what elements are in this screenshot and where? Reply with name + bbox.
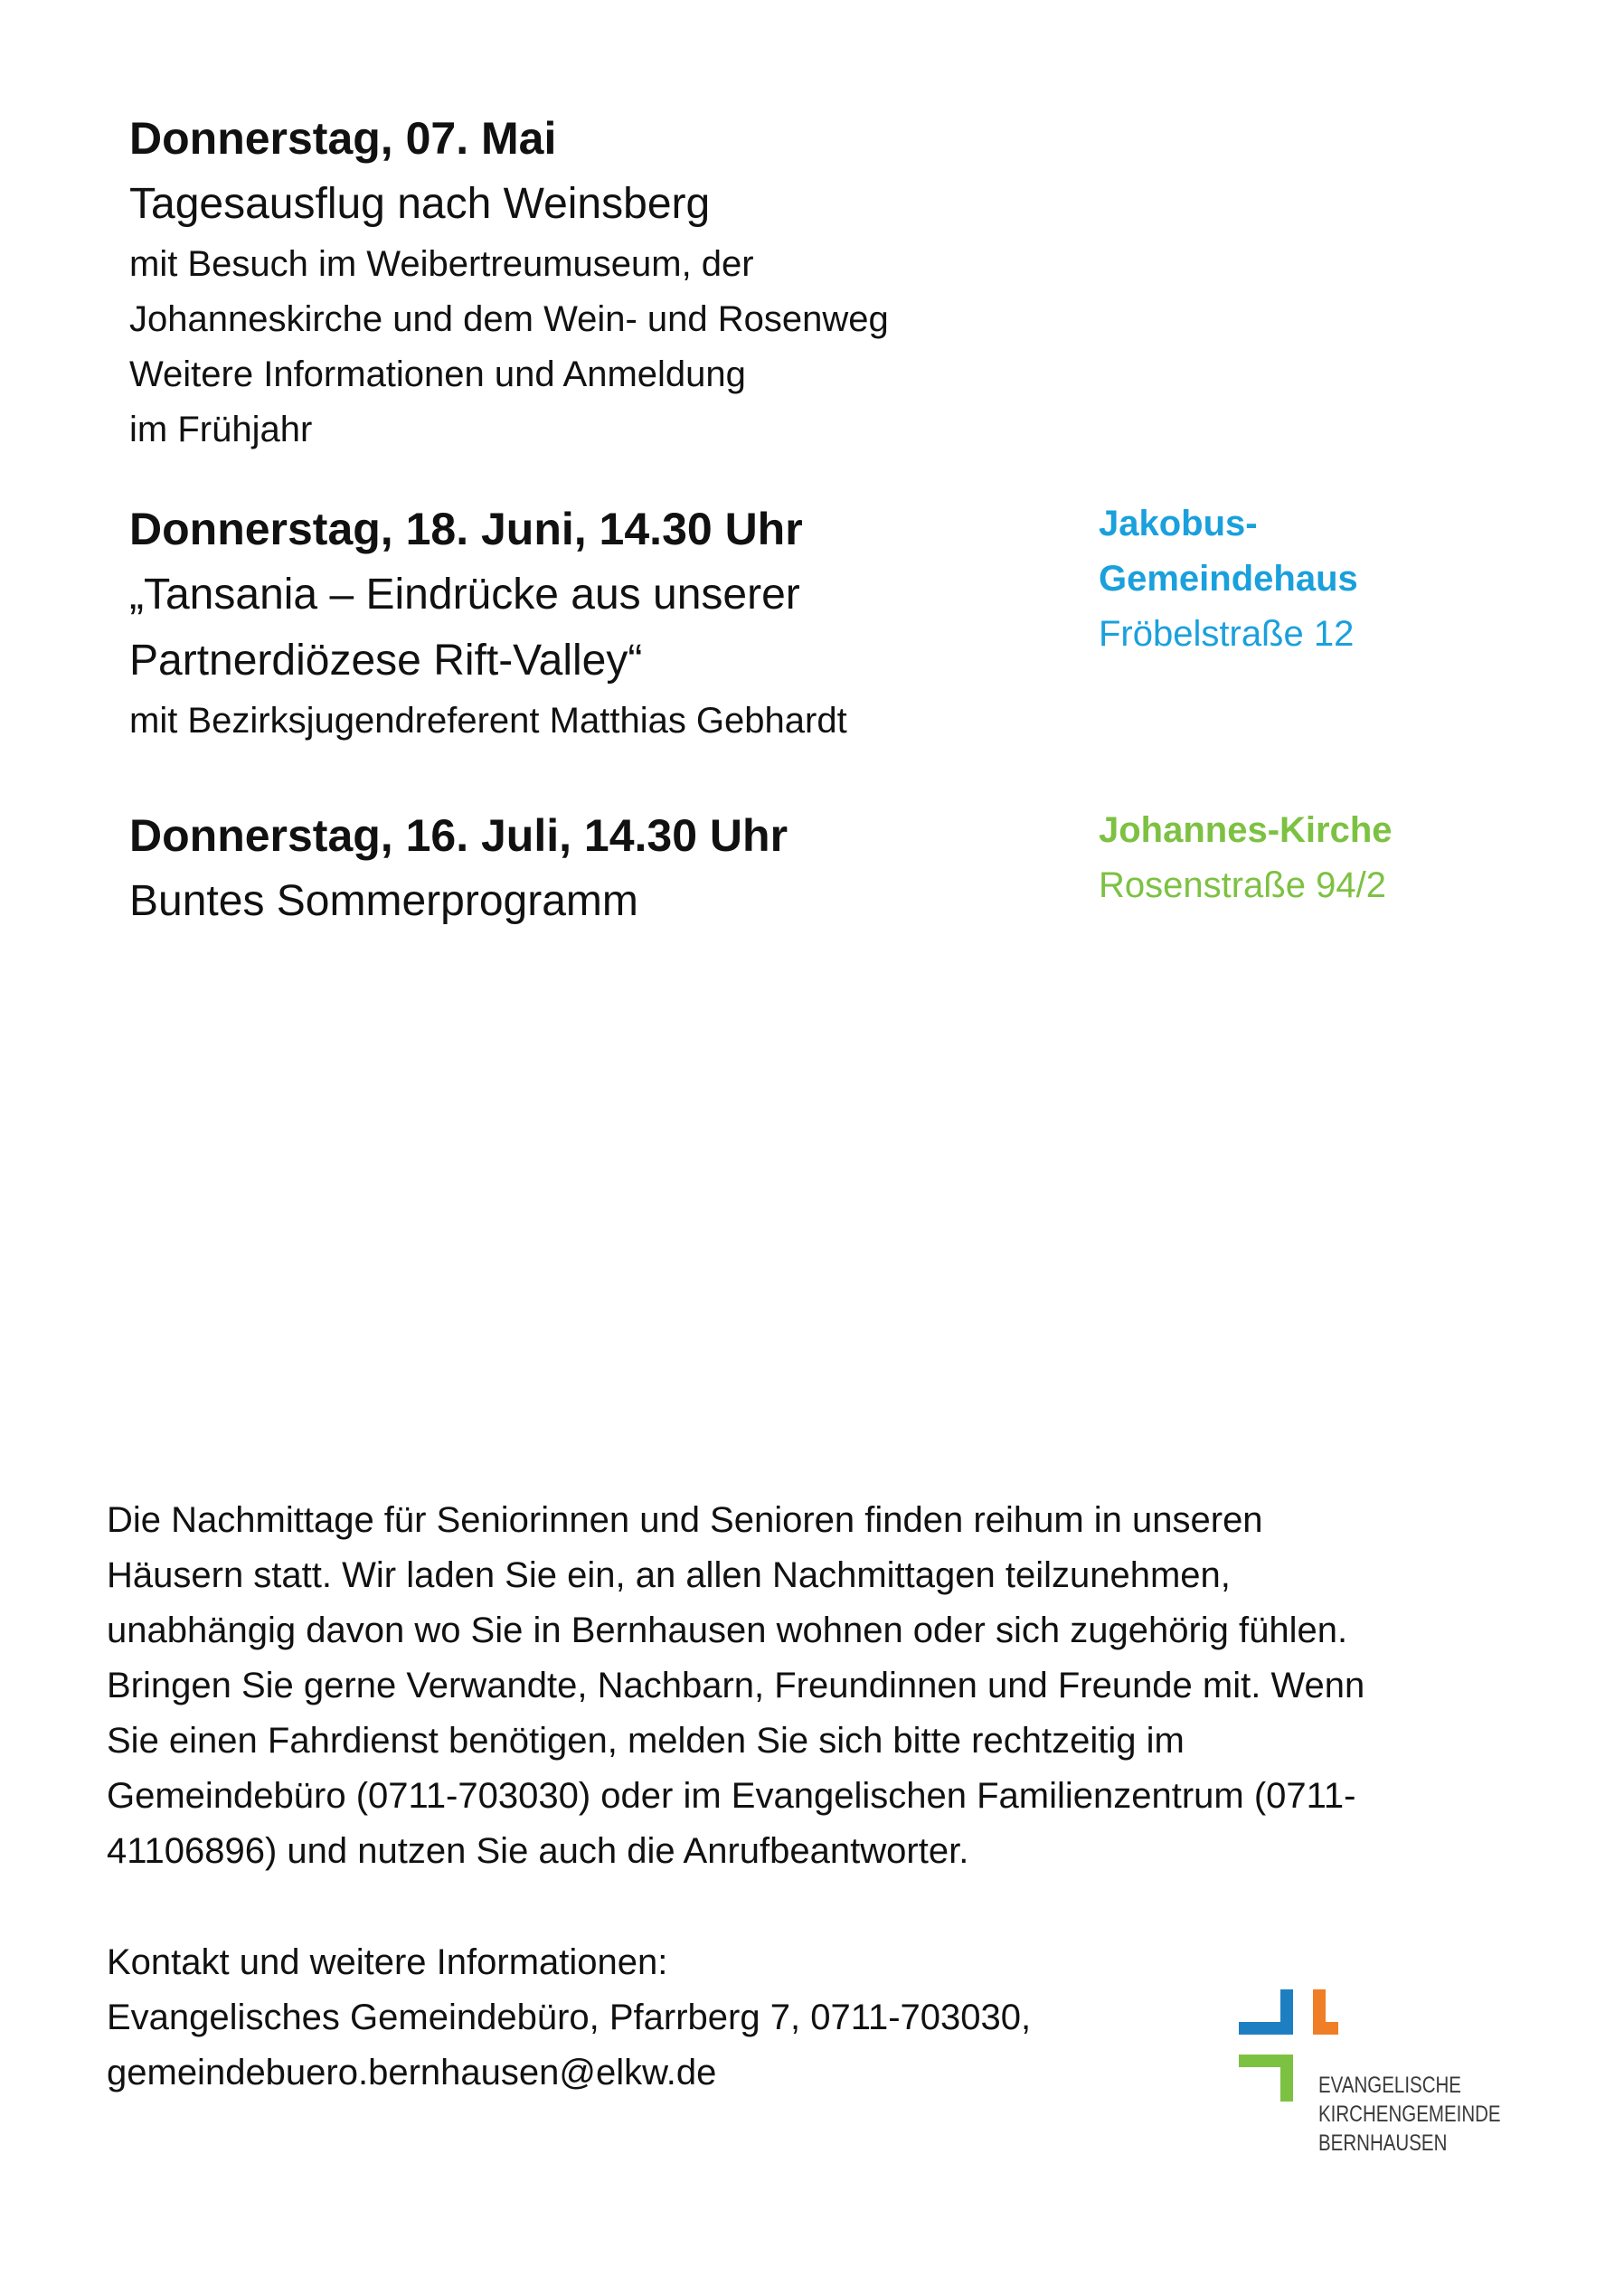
event-date: Donnerstag, 07. Mai <box>129 113 557 164</box>
event-title: Buntes Sommerprogramm <box>129 877 638 925</box>
event-3 <box>129 803 1034 934</box>
info-paragraph <box>107 1493 1590 1879</box>
info-line: 41106896) und nutzen Sie auch die Anrufbeantworter. <box>107 1831 969 1871</box>
event-title: Tagesausflug nach Weinsberg <box>129 180 711 228</box>
event-2-location <box>1099 496 1569 662</box>
event-description-line: mit Besuch im Weibertreumuseum, der <box>129 244 754 284</box>
event-description-line: Johanneskirche und dem Wein- und Rosenweg <box>129 299 889 339</box>
info-line: Sie einen Fahrdienst benötigen, melden Sie sich bitte rechtzeitig im <box>107 1721 1185 1761</box>
logo-line: BERNHAUSEN <box>1318 2130 1448 2156</box>
location-address: Fröbelstraße 12 <box>1099 614 1355 654</box>
info-line: unabhängig davon wo Sie in Bernhausen wohnen oder sich zugehörig fühlen. <box>107 1611 1348 1650</box>
contact-email[interactable]: gemeindebuero.bernhausen@elkw.de <box>107 2053 717 2092</box>
contact-address: Evangelisches Gemeindebüro, Pfarrberg 7, 0711-703030, <box>107 1998 1032 2037</box>
church-logo <box>1239 1989 1564 2170</box>
logo-line: KIRCHENGEMEINDE <box>1318 2102 1501 2127</box>
contact-block <box>107 1935 1192 2101</box>
info-line: Die Nachmittage für Seniorinnen und Senioren finden reihum in unseren <box>107 1500 1263 1540</box>
logo-wordmark <box>1318 2071 1501 2158</box>
location-name: Johannes-Kirche <box>1099 810 1393 850</box>
event-description-line: Weitere Informationen und Anmeldung <box>129 354 746 394</box>
info-line: Häusern statt. Wir laden Sie ein, an allen Nachmittagen teilzunehmen, <box>107 1555 1231 1595</box>
info-line: Bringen Sie gerne Verwandte, Nachbarn, Freundinnen und Freunde mit. Wenn <box>107 1666 1365 1705</box>
event-title: „Tansania – Eindrücke aus unserer <box>129 571 800 619</box>
logo-line: EVANGELISCHE <box>1318 2073 1461 2098</box>
event-1 <box>129 106 1034 458</box>
contact-heading: Kontakt und weitere Informationen: <box>107 1942 668 1982</box>
event-3-location <box>1099 803 1569 913</box>
location-name: Gemeindehaus <box>1099 559 1358 599</box>
event-description-line: mit Bezirksjugendreferent Matthias Gebhardt <box>129 701 847 741</box>
location-name: Jakobus- <box>1099 504 1258 543</box>
info-line: Gemeindebüro (0711-703030) oder im Evangelischen Familienzentrum (0711- <box>107 1776 1356 1816</box>
location-address: Rosenstraße 94/2 <box>1099 865 1386 905</box>
event-description-line: im Frühjahr <box>129 410 313 449</box>
event-date: Donnerstag, 16. Juli, 14.30 Uhr <box>129 810 788 861</box>
event-2 <box>129 496 1034 749</box>
event-title: Partnerdiözese Rift-Valley“ <box>129 637 643 685</box>
event-date: Donnerstag, 18. Juni, 14.30 Uhr <box>129 504 803 554</box>
